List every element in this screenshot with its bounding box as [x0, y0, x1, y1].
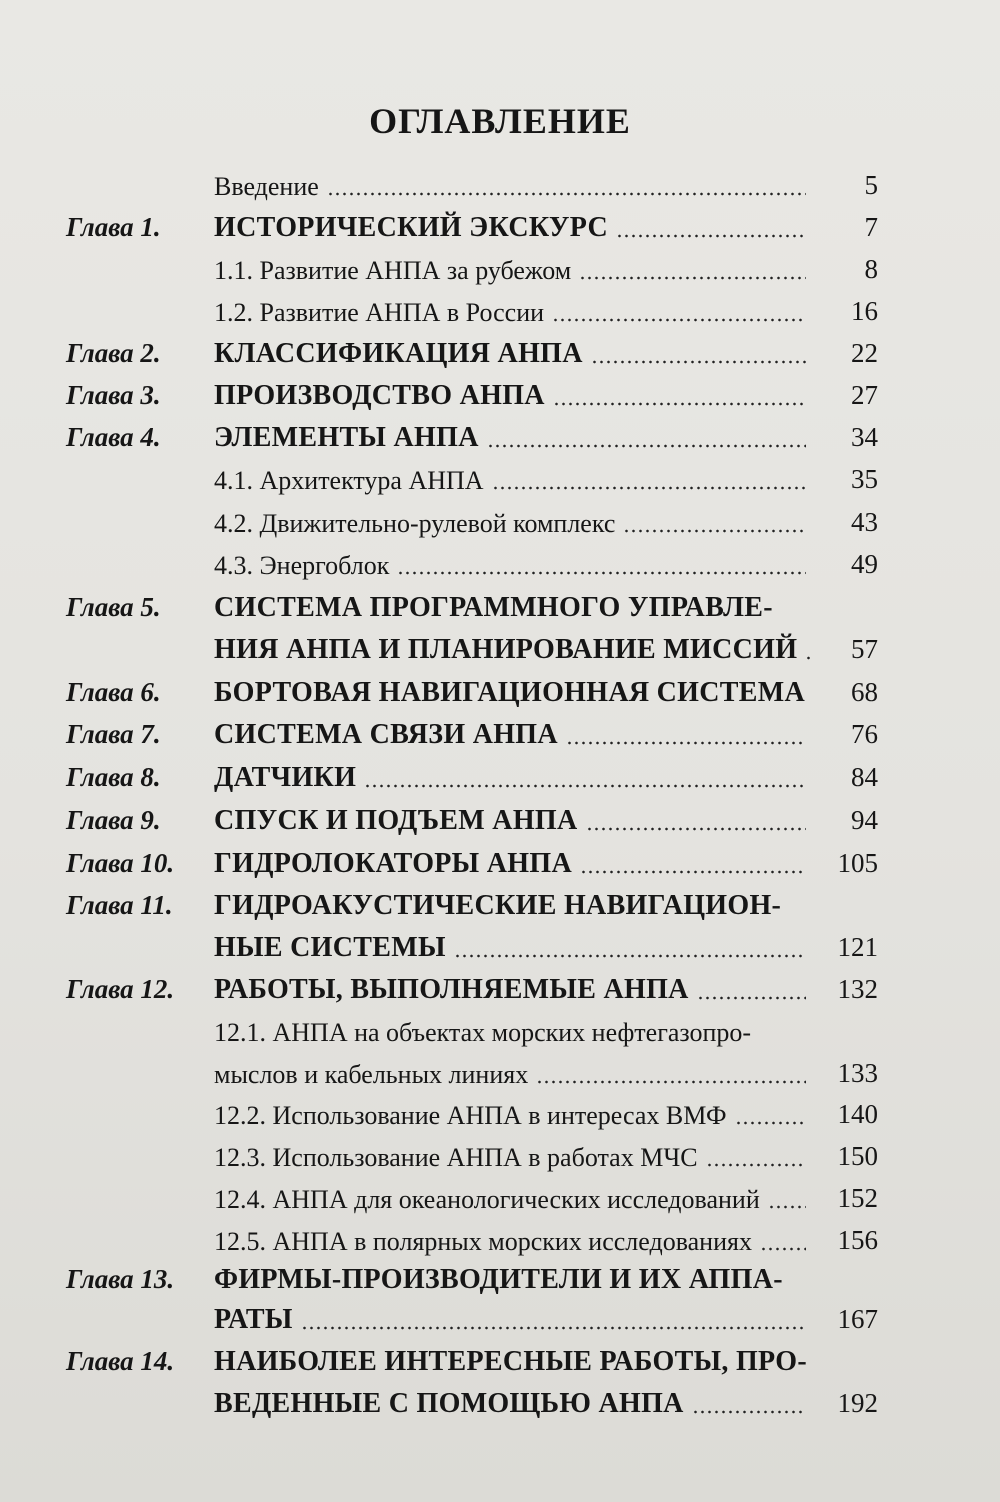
entry-line — [214, 803, 810, 837]
section-title: 4.2. Движительно-рулевой комплекс — [214, 509, 616, 538]
section-title: 1.1. Развитие АНПА за рубежом — [214, 256, 572, 285]
entry-line — [214, 1386, 810, 1420]
dot-leader — [735, 1121, 806, 1125]
section-title: 12.5. АНПА в полярных морских исследованиях — [214, 1227, 752, 1256]
page-number: 121 — [837, 932, 878, 962]
chapter-title: КЛАССИФИКАЦИЯ АНПА — [214, 338, 583, 369]
entry-line — [214, 1302, 810, 1336]
chapter-label: Глава 9. — [66, 805, 161, 835]
entry-line — [214, 547, 810, 581]
dot-leader — [364, 784, 806, 788]
section-title: 4.3. Энергоблок — [214, 551, 390, 580]
chapter-title: НЫЕ СИСТЕМЫ — [214, 932, 446, 963]
chapter-label: Глава 5. — [66, 592, 161, 622]
dot-leader — [552, 318, 806, 322]
dot-leader — [566, 741, 806, 745]
dot-leader — [591, 360, 806, 364]
dot-leader — [553, 402, 806, 406]
section-title: Введение — [214, 172, 319, 201]
chapter-label: Глава 14. — [66, 1346, 175, 1376]
entry-line — [214, 378, 810, 412]
entry-line — [214, 252, 810, 286]
page-number: 43 — [851, 507, 878, 537]
dot-leader — [760, 1247, 806, 1251]
page-number: 35 — [851, 464, 878, 494]
chapter-title: ЭЛЕМЕНТЫ АНПА — [214, 422, 479, 453]
page-number: 68 — [851, 677, 878, 707]
page-number: 105 — [837, 848, 878, 878]
page-number: 94 — [851, 805, 878, 835]
page-number: 167 — [837, 1304, 878, 1334]
page-number: 192 — [837, 1388, 878, 1418]
chapter-title: НИЯ АНПА И ПЛАНИРОВАНИЕ МИССИЙ — [214, 634, 798, 665]
chapter-label: Глава 2. — [66, 338, 161, 368]
entry-line — [214, 462, 810, 496]
chapter-label: Глава 11. — [66, 890, 173, 920]
chapter-title: ГИДРОЛОКАТОРЫ АНПА — [214, 848, 572, 879]
dot-leader — [692, 1410, 806, 1414]
chapter-title: СПУСК И ПОДЪЕМ АНПА — [214, 805, 578, 836]
page-number: 133 — [837, 1058, 878, 1088]
page-number: 152 — [837, 1183, 878, 1213]
dot-leader — [579, 276, 806, 280]
chapter-title: БОРТОВАЯ НАВИГАЦИОННАЯ СИСТЕМА — [214, 677, 805, 708]
chapter-title: ГИДРОАКУСТИЧЕСКИЕ НАВИГАЦИОН- — [214, 890, 782, 921]
dot-leader — [301, 1326, 806, 1330]
chapter-title: СИСТЕМА СВЯЗИ АНПА — [214, 719, 558, 750]
dot-leader — [327, 192, 806, 196]
entry-line — [214, 1056, 810, 1090]
dot-leader — [768, 1205, 806, 1209]
section-title: 4.1. Архитектура АНПА — [214, 466, 484, 495]
dot-leader — [492, 486, 806, 490]
section-title: 12.4. АНПА для океанологических исследований — [214, 1185, 760, 1214]
page-number: 16 — [851, 296, 878, 326]
chapter-title: ПРОИЗВОДСТВО АНПА — [214, 380, 545, 411]
page-number: 57 — [851, 634, 878, 664]
page-number: 5 — [864, 170, 878, 200]
page-number: 34 — [851, 422, 878, 452]
entry-line — [214, 336, 810, 370]
entry-line — [214, 1344, 810, 1378]
dot-leader — [706, 1163, 806, 1167]
section-title: мыслов и кабельных линиях — [214, 1060, 529, 1089]
dot-leader — [586, 827, 806, 831]
entry-line — [214, 717, 810, 751]
chapter-title: РАТЫ — [214, 1304, 293, 1335]
page-number: 150 — [837, 1141, 878, 1171]
section-title: 12.1. АНПА на объектах морских нефтегазопро- — [214, 1018, 752, 1047]
chapter-label: Глава 8. — [66, 762, 161, 792]
dot-leader — [616, 234, 806, 238]
entry-line — [214, 1139, 810, 1173]
page-number: 84 — [851, 762, 878, 792]
dot-leader — [487, 444, 806, 448]
chapter-label: Глава 12. — [66, 974, 175, 1004]
entry-line — [214, 420, 810, 454]
entry-line — [214, 846, 810, 880]
section-title: 12.2. Использование АНПА в интересах ВМФ — [214, 1101, 727, 1130]
page-number: 76 — [851, 719, 878, 749]
page-number: 49 — [851, 549, 878, 579]
dot-leader — [805, 656, 810, 660]
chapter-title: СИСТЕМА ПРОГРАММНОГО УПРАВЛЕ- — [214, 592, 773, 623]
entry-line — [214, 168, 810, 202]
chapter-title: ДАТЧИКИ — [214, 762, 357, 793]
chapter-label: Глава 7. — [66, 719, 161, 749]
entry-line — [214, 210, 810, 244]
entry-line — [214, 1262, 810, 1296]
entry-line — [214, 1014, 810, 1048]
page-number: 22 — [851, 338, 878, 368]
dot-leader — [454, 954, 806, 958]
entry-line — [214, 972, 810, 1006]
entry-line — [214, 1097, 810, 1131]
dot-leader — [623, 529, 806, 533]
entry-line — [214, 760, 810, 794]
entry-line — [214, 888, 810, 922]
entry-line — [214, 590, 810, 624]
dot-leader — [536, 1080, 806, 1084]
page-number: 156 — [837, 1225, 878, 1255]
entry-line — [214, 1223, 810, 1257]
chapter-title: ВЕДЕННЫЕ С ПОМОЩЬЮ АНПА — [214, 1388, 684, 1419]
chapter-label: Глава 13. — [66, 1264, 175, 1294]
chapter-title: ФИРМЫ-ПРОИЗВОДИТЕЛИ И ИХ АППА- — [214, 1264, 783, 1295]
chapter-label: Глава 10. — [66, 848, 175, 878]
chapter-label: Глава 1. — [66, 212, 161, 242]
section-title: 12.3. Использование АНПА в работах МЧС — [214, 1143, 698, 1172]
chapter-title: ИСТОРИЧЕСКИЙ ЭКСКУРС — [214, 212, 609, 243]
entry-line — [214, 632, 810, 666]
dot-leader — [580, 870, 806, 874]
chapter-label: Глава 6. — [66, 677, 161, 707]
dot-leader — [397, 571, 806, 575]
page-title: ОГЛАВЛЕНИЕ — [369, 101, 631, 141]
page-number: 8 — [864, 254, 878, 284]
chapter-label: Глава 3. — [66, 380, 161, 410]
entry-line — [214, 930, 810, 964]
entry-line — [214, 294, 810, 328]
entry-line — [214, 505, 810, 539]
dot-leader — [697, 996, 806, 1000]
page-number: 27 — [851, 380, 878, 410]
chapter-label: Глава 4. — [66, 422, 161, 452]
chapter-title: НАИБОЛЕЕ ИНТЕРЕСНЫЕ РАБОТЫ, ПРО- — [214, 1346, 807, 1377]
page-number: 132 — [837, 974, 878, 1004]
entry-line — [214, 1181, 810, 1215]
entry-line — [214, 675, 810, 709]
section-title: 1.2. Развитие АНПА в России — [214, 298, 545, 327]
page-number: 7 — [864, 212, 878, 242]
chapter-title: РАБОТЫ, ВЫПОЛНЯЕМЫЕ АНПА — [214, 974, 689, 1005]
page-number: 140 — [837, 1099, 878, 1129]
